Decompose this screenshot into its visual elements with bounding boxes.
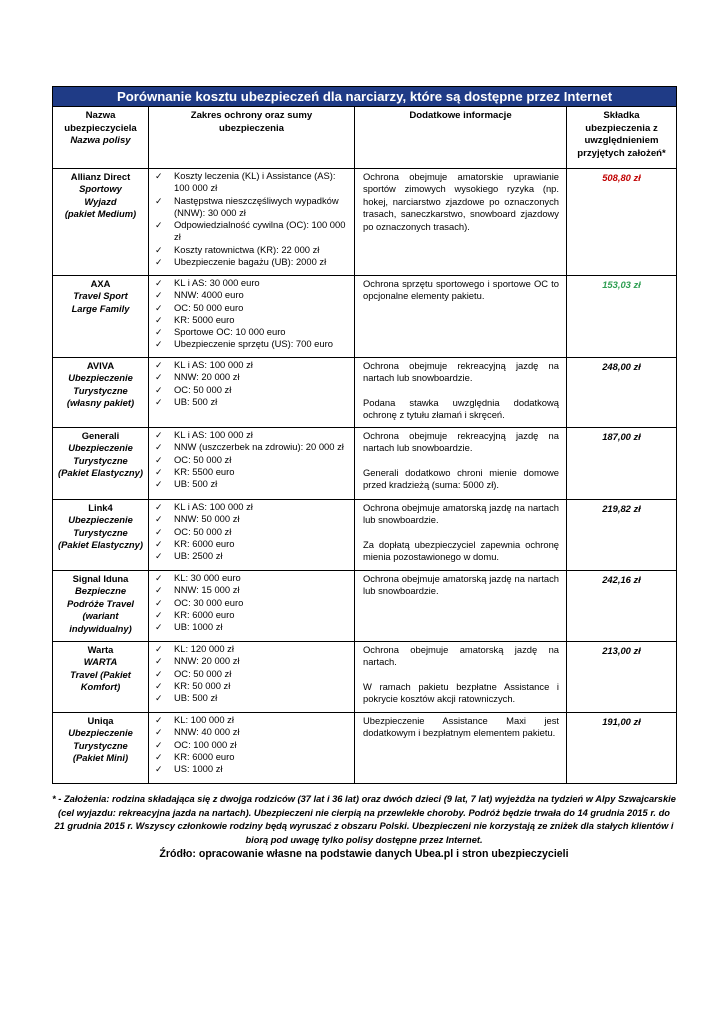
policy-variant: (Pakiet Elastyczny) xyxy=(58,467,143,479)
policy-variant: (Pakiet Mini) xyxy=(72,752,129,764)
coverage-text: KL i AS: 100 000 zł xyxy=(174,501,253,512)
info-cell xyxy=(355,169,567,276)
coverage-item xyxy=(155,680,352,692)
coverage-item xyxy=(155,538,352,550)
coverage-item xyxy=(155,466,352,478)
policy-variant: (własny pakiet) xyxy=(66,397,135,409)
coverage-cell xyxy=(149,169,355,276)
coverage-item xyxy=(155,726,352,738)
policy-name: Sportowy xyxy=(79,183,122,195)
footnote: * - Założenia: rodzina składająca się z dwojga rodziców (37 lat i 36 lat) oraz dwóch dzieci (9 lat, 7 lat) wyjeżdża na tydzień w Alpy Szwajcarskie (cel wyjazdu: rekreacyjna jazda na nartach). Ubezpieczeni nie cierpią na przewlekłe choroby. Podróż będzie trwała do 14 grudnia 2015 r. do 21 grudnia 2015 r. Wszyscy członkowie rodziny będą wyruszać z obszaru Polski. Ubezpieczeni nie korzystają ze zniżek dla stałych klientów i biorą pod uwagę tylko polisy dostępne przez Internet. xyxy=(52,794,676,845)
checkmark-icon: ✓ xyxy=(155,396,163,407)
policy-name: Wyjazd xyxy=(84,195,117,207)
table-row xyxy=(53,571,677,642)
checkmark-icon: ✓ xyxy=(155,668,163,679)
checkmark-icon: ✓ xyxy=(155,454,163,465)
policy-name: Podróże Travel xyxy=(66,597,135,609)
table-title: Porównanie kosztu ubezpieczeń dla narciarzy, które są dostępne przez Internet xyxy=(53,87,677,107)
coverage-text: OC: 30 000 euro xyxy=(174,596,244,608)
insurer-cell xyxy=(53,500,149,571)
checkmark-icon: ✓ xyxy=(155,622,163,633)
coverage-cell xyxy=(149,571,355,642)
price-value: 187,00 zł xyxy=(602,431,641,442)
coverage-text: Ubezpieczenie sprzętu (US): 700 euro xyxy=(174,338,333,350)
checkmark-icon: ✓ xyxy=(155,656,163,667)
insurer-name: Signal Iduna xyxy=(72,573,129,584)
policy-name: WARTA xyxy=(83,656,118,668)
coverage-item xyxy=(155,501,352,513)
checkmark-icon: ✓ xyxy=(155,502,163,512)
insurer-cell xyxy=(53,358,149,428)
header-coverage-label: Zakres ochrony oraz sumy ubezpieczenia xyxy=(190,110,313,134)
coverage-text: KR: 5500 euro xyxy=(174,465,235,477)
info-text: Ochrona obejmuje amatorską jazdę na nartach lub snowboardzie. xyxy=(363,573,559,597)
coverage-item xyxy=(155,302,352,314)
coverage-list xyxy=(149,428,354,492)
price-cell xyxy=(567,169,677,276)
info-text: Generali dodatkowo chroni mienie domowe przed kradzieżą (suma: 5000 zł). xyxy=(363,466,559,491)
checkmark-icon: ✓ xyxy=(155,514,163,525)
insurer-cell xyxy=(53,428,149,500)
coverage-list xyxy=(149,358,354,410)
coverage-text: UB: 2500 zł xyxy=(174,550,223,562)
policy-name: Ubezpieczenie xyxy=(68,372,133,384)
table-row xyxy=(53,428,677,500)
coverage-item xyxy=(155,584,352,596)
coverage-item xyxy=(155,371,352,383)
coverage-text: KR: 6000 euro xyxy=(174,537,235,549)
checkmark-icon: ✓ xyxy=(155,302,163,313)
price-cell xyxy=(567,642,677,713)
coverage-cell xyxy=(149,642,355,713)
info-cell xyxy=(355,428,567,500)
table-row xyxy=(53,500,677,571)
coverage-item xyxy=(155,359,352,371)
checkmark-icon: ✓ xyxy=(155,764,163,775)
price-cell xyxy=(567,500,677,571)
coverage-text: UB: 500 zł xyxy=(174,478,218,490)
checkmark-icon: ✓ xyxy=(155,372,163,383)
coverage-item xyxy=(155,572,352,584)
coverage-text: Koszty ratownictwa (KR): 22 000 zł xyxy=(174,243,320,255)
policy-name: Ubezpieczenie xyxy=(68,514,133,526)
checkmark-icon: ✓ xyxy=(155,538,163,549)
coverage-item xyxy=(155,384,352,396)
price-value: 213,00 zł xyxy=(602,645,641,656)
info-text: Ochrona sprzętu sportowego i sportowe OC to opcjonalne elementy pakietu. xyxy=(363,278,559,302)
coverage-item xyxy=(155,454,352,466)
insurer-name: AVIVA xyxy=(86,360,115,371)
coverage-text: NNW: 20 000 zł xyxy=(174,655,240,667)
policy-variant: (wariant indywidualny) xyxy=(69,610,132,634)
table-row xyxy=(53,642,677,713)
coverage-cell xyxy=(149,713,355,784)
coverage-item xyxy=(155,609,352,621)
coverage-item xyxy=(155,219,352,244)
coverage-list xyxy=(149,713,354,777)
policy-name: Turystyczne xyxy=(73,739,128,751)
coverage-text: Odpowiedzialność cywilna (OC): 100 000 zł xyxy=(174,219,346,243)
insurer-name: Uniqa xyxy=(87,715,114,726)
coverage-item xyxy=(155,739,352,751)
coverage-text: UB: 500 zł xyxy=(174,395,218,407)
checkmark-icon: ✓ xyxy=(155,573,163,583)
checkmark-icon: ✓ xyxy=(155,526,163,537)
coverage-text: OC: 50 000 zł xyxy=(174,453,232,465)
insurer-name: Generali xyxy=(81,430,120,441)
coverage-cell xyxy=(149,500,355,571)
checkmark-icon: ✓ xyxy=(155,715,163,725)
coverage-text: Następstwa nieszczęśliwych wypadków (NNW): 30 000 zł xyxy=(174,194,339,218)
coverage-list xyxy=(149,276,354,353)
price-value: 191,00 zł xyxy=(602,716,641,727)
header-insurer-line2: ubezpieczyciela xyxy=(64,122,137,134)
price-value: 153,03 zł xyxy=(602,279,641,290)
checkmark-icon: ✓ xyxy=(155,466,163,477)
price-cell xyxy=(567,276,677,358)
policy-name: Ubezpieczenie xyxy=(68,727,133,739)
insurer-name: Allianz Direct xyxy=(70,171,131,182)
policy-variant: Komfort) xyxy=(80,681,121,693)
coverage-text: KR: 6000 euro xyxy=(174,608,235,620)
coverage-item xyxy=(155,643,352,655)
coverage-item xyxy=(155,763,352,775)
info-text: Ochrona obejmuje amatorską jazdę na nartach. xyxy=(363,644,559,668)
coverage-item xyxy=(155,289,352,301)
checkmark-icon: ✓ xyxy=(155,430,163,440)
price-cell xyxy=(567,428,677,500)
coverage-list xyxy=(149,571,354,635)
policy-name: Bezpieczne xyxy=(74,585,127,597)
coverage-text: KL i AS: 100 000 zł xyxy=(174,429,253,440)
coverage-item xyxy=(155,513,352,525)
coverage-item xyxy=(155,478,352,490)
policy-name: Turystyczne xyxy=(73,454,128,466)
table-row xyxy=(53,169,677,276)
info-cell xyxy=(355,713,567,784)
checkmark-icon: ✓ xyxy=(155,693,163,704)
coverage-text: KL: 100 000 zł xyxy=(174,714,234,725)
checkmark-icon: ✓ xyxy=(155,727,163,738)
coverage-cell xyxy=(149,358,355,428)
insurer-cell xyxy=(53,169,149,276)
header-price xyxy=(567,107,677,169)
coverage-item xyxy=(155,170,352,195)
insurer-cell xyxy=(53,713,149,784)
header-insurer-line3: Nazwa polisy xyxy=(70,135,131,146)
checkmark-icon: ✓ xyxy=(155,585,163,596)
info-cell xyxy=(355,276,567,358)
info-cell xyxy=(355,358,567,428)
checkmark-icon: ✓ xyxy=(155,360,163,370)
coverage-text: NNW (uszczerbek na zdrowiu): 20 000 zł xyxy=(174,441,344,453)
table-row xyxy=(53,276,677,358)
coverage-text: KR: 6000 euro xyxy=(174,750,235,762)
insurer-cell xyxy=(53,642,149,713)
checkmark-icon: ✓ xyxy=(155,171,163,181)
policy-name: Travel (Pakiet xyxy=(70,668,131,680)
info-cell xyxy=(355,500,567,571)
coverage-item xyxy=(155,441,352,453)
coverage-item xyxy=(155,526,352,538)
coverage-item xyxy=(155,668,352,680)
coverage-item xyxy=(155,326,352,338)
policy-name: Turystyczne xyxy=(73,384,128,396)
price-value: 508,80 zł xyxy=(602,172,641,183)
coverage-text: NNW: 20 000 zł xyxy=(174,371,240,383)
coverage-item xyxy=(155,714,352,726)
insurer-cell xyxy=(53,276,149,358)
insurer-name: Warta xyxy=(87,644,114,655)
footnote-block xyxy=(52,793,676,862)
price-value: 248,00 zł xyxy=(602,361,641,372)
policy-name: Turystyczne xyxy=(73,526,128,538)
coverage-text: KR: 5000 euro xyxy=(174,313,235,325)
table-row xyxy=(53,713,677,784)
header-info-label: Dodatkowe informacje xyxy=(409,110,512,121)
checkmark-icon: ✓ xyxy=(155,751,163,762)
coverage-item xyxy=(155,195,352,220)
price-cell xyxy=(567,713,677,784)
info-text: Za dopłatą ubezpieczyciel zapewnia ochronę mienia pozostawionego w domu. xyxy=(363,538,559,563)
checkmark-icon: ✓ xyxy=(155,609,163,620)
insurer-cell xyxy=(53,571,149,642)
coverage-text: KL: 30 000 euro xyxy=(174,572,241,583)
insurer-name: AXA xyxy=(90,278,111,289)
coverage-item xyxy=(155,621,352,633)
checkmark-icon: ✓ xyxy=(155,278,163,288)
price-cell xyxy=(567,571,677,642)
comparison-document xyxy=(52,86,676,784)
info-text: W ramach pakietu bezpłatne Assistance i pokrycie kosztów akcji ratowniczych. xyxy=(363,680,559,705)
checkmark-icon: ✓ xyxy=(155,327,163,338)
checkmark-icon: ✓ xyxy=(155,314,163,325)
header-insurer-line1: Nazwa xyxy=(85,110,116,121)
coverage-item xyxy=(155,338,352,350)
price-cell xyxy=(567,358,677,428)
coverage-text: UB: 500 zł xyxy=(174,692,218,704)
coverage-text: OC: 100 000 zł xyxy=(174,738,237,750)
checkmark-icon: ✓ xyxy=(155,442,163,453)
price-value: 242,16 zł xyxy=(602,574,641,585)
coverage-item xyxy=(155,655,352,667)
header-coverage xyxy=(149,107,355,169)
source-note: Źródło: opracowanie własne na podstawie danych Ubea.pl i stron ubezpieczycieli xyxy=(159,848,569,860)
info-text: Ochrona obejmuje rekreacyjną jazdę na nartach lub snowboardzie. xyxy=(363,430,559,454)
coverage-text: Koszty leczenia (KL) i Assistance (AS): 100 000 zł xyxy=(174,170,336,194)
insurer-name: Link4 xyxy=(88,502,113,513)
coverage-text: OC: 50 000 euro xyxy=(174,301,244,313)
header-price-label: Składka ubezpieczenia z uwzględnieniem przyjętych założeń* xyxy=(577,110,666,159)
coverage-item xyxy=(155,550,352,562)
info-cell xyxy=(355,642,567,713)
checkmark-icon: ✓ xyxy=(155,220,163,231)
checkmark-icon: ✓ xyxy=(155,339,163,350)
coverage-cell xyxy=(149,276,355,358)
coverage-item xyxy=(155,277,352,289)
coverage-text: NNW: 15 000 zł xyxy=(174,584,240,596)
coverage-text: KL: 120 000 zł xyxy=(174,643,234,654)
checkmark-icon: ✓ xyxy=(155,244,163,255)
info-text: Ochrona obejmuje amatorską jazdę na nartach lub snowboardzie. xyxy=(363,502,559,526)
comparison-table xyxy=(52,86,677,784)
coverage-item xyxy=(155,692,352,704)
coverage-text: US: 1000 zł xyxy=(174,763,223,775)
checkmark-icon: ✓ xyxy=(155,680,163,691)
checkmark-icon: ✓ xyxy=(155,597,163,608)
coverage-text: NNW: 4000 euro xyxy=(174,289,244,301)
policy-name: Large Family xyxy=(71,302,130,314)
header-info xyxy=(355,107,567,169)
checkmark-icon: ✓ xyxy=(155,290,163,301)
coverage-list xyxy=(149,642,354,706)
coverage-list xyxy=(149,500,354,564)
coverage-text: Sportowe OC: 10 000 euro xyxy=(174,326,286,338)
policy-variant: (Pakiet Elastyczny) xyxy=(58,539,143,551)
info-cell xyxy=(355,571,567,642)
coverage-text: Ubezpieczenie bagażu (UB): 2000 zł xyxy=(174,256,327,268)
coverage-cell xyxy=(149,428,355,500)
checkmark-icon: ✓ xyxy=(155,644,163,654)
info-text: Ochrona obejmuje rekreacyjną jazdę na nartach lub snowboardzie. xyxy=(363,360,559,384)
checkmark-icon: ✓ xyxy=(155,739,163,750)
coverage-item xyxy=(155,396,352,408)
header-insurer xyxy=(53,107,149,169)
coverage-text: KL i AS: 30 000 euro xyxy=(174,277,260,288)
coverage-item xyxy=(155,314,352,326)
info-text: Ubezpieczenie Assistance Maxi jest dodatkowym i bezpłatnym elementem pakietu. xyxy=(363,715,559,739)
header-row xyxy=(53,107,677,169)
table-row xyxy=(53,358,677,428)
policy-variant: (pakiet Medium) xyxy=(64,208,137,220)
coverage-text: NNW: 40 000 zł xyxy=(174,726,240,738)
coverage-text: KR: 50 000 zł xyxy=(174,679,231,691)
coverage-text: UB: 1000 zł xyxy=(174,621,223,633)
checkmark-icon: ✓ xyxy=(155,479,163,490)
coverage-item xyxy=(155,256,352,268)
coverage-text: NNW: 50 000 zł xyxy=(174,513,240,525)
checkmark-icon: ✓ xyxy=(155,551,163,562)
coverage-text: OC: 50 000 zł xyxy=(174,667,232,679)
policy-name: Ubezpieczenie xyxy=(68,442,133,454)
checkmark-icon: ✓ xyxy=(155,257,163,268)
coverage-text: OC: 50 000 zł xyxy=(174,383,232,395)
checkmark-icon: ✓ xyxy=(155,384,163,395)
price-value: 219,82 zł xyxy=(602,503,641,514)
coverage-text: KL i AS: 100 000 zł xyxy=(174,359,253,370)
coverage-item xyxy=(155,597,352,609)
coverage-item xyxy=(155,751,352,763)
coverage-text: OC: 50 000 zł xyxy=(174,525,232,537)
policy-name: Travel Sport xyxy=(73,290,128,302)
coverage-item xyxy=(155,429,352,441)
checkmark-icon: ✓ xyxy=(155,195,163,206)
info-text: Podana stawka uwzględnia dodatkową ochronę z tytułu złamań i skręceń. xyxy=(363,396,559,421)
coverage-item xyxy=(155,244,352,256)
info-text: Ochrona obejmuje amatorskie uprawianie sportów zimowych wysokiego ryzyka (np. hokej, narciarstwo zjazdowe po oznaczonych trasach, saneczkarstwo, snowboard zjazdowy po oznaczonych trasach). xyxy=(363,171,559,232)
coverage-list xyxy=(149,169,354,270)
